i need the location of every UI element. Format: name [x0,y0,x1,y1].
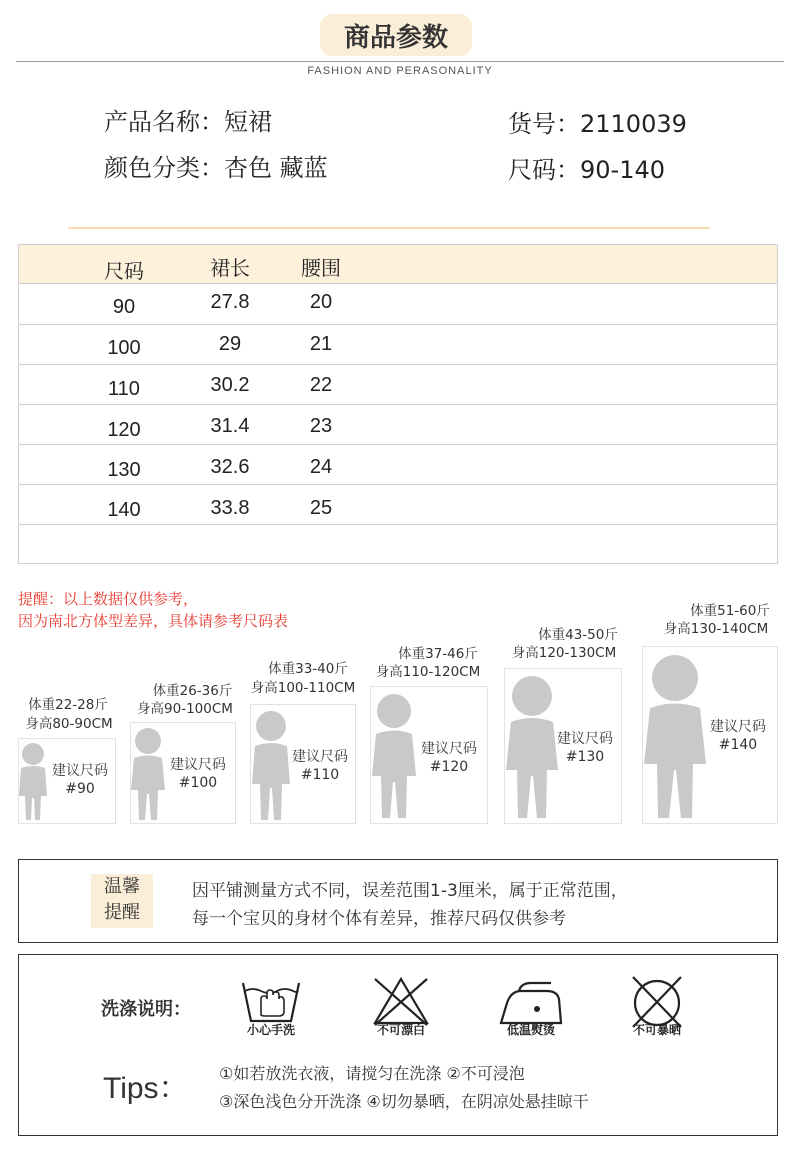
figure-height: 身高100-110CM [250,680,356,696]
child-silhouette-icon [16,740,50,824]
table-cell: 32.6 [210,456,250,478]
table-cell: 22 [309,374,333,396]
warm-reminder-tag-line-2: 提醒 [104,902,140,923]
page-subtitle: FASHION AND PERASONALITY [307,65,493,77]
warm-reminder-box [18,859,778,943]
washing-label: 洗涤说明： [101,999,191,1020]
figure-weight: 体重26-36斤 [152,683,233,699]
table-cell: 110 [108,378,140,400]
figure-suggest-label: 建议尺码 [170,757,226,773]
hand-wash-caption: 小心手洗 [246,1023,295,1037]
figure-suggested-size: #110 [300,767,340,783]
low-iron-caption: 低温熨烫 [506,1023,555,1037]
table-cell: 29 [218,333,242,355]
washing-instructions-box [18,954,778,1136]
figure-suggested-size: #140 [718,737,758,753]
table-cell: 140 [107,499,141,521]
figure-suggest-label: 建议尺码 [421,741,477,757]
table-cell: 130 [107,459,141,481]
no-sun-caption: 不可暴晒 [632,1023,681,1037]
figure-suggested-size: #90 [65,781,95,797]
warm-reminder-text-1: 因平铺测量方式不同，误差范围1-3厘米，属于正常范围， [192,881,628,901]
figure-weight: 体重37-46斤 [398,646,478,662]
table-cell: 33.8 [210,497,250,519]
table-cell: 21 [309,333,333,355]
figure-weight: 体重43-50斤 [538,627,618,643]
table-cell: 25 [309,497,333,519]
figure-height: 身高110-120CM [375,664,481,680]
product-name: 产品名称：短裙 [104,108,272,136]
figure-height: 身高80-90CM [25,716,113,732]
table-cell: 100 [107,337,141,359]
child-silhouette-icon [640,648,710,822]
figure-suggested-size: #120 [429,759,469,775]
no-bleach-caption: 不可漂白 [376,1023,425,1037]
warm-reminder-tag [91,874,153,928]
figure-weight: 体重51-60斤 [690,603,770,619]
tips-title: Tips： [103,1072,189,1105]
table-cell: 20 [309,291,333,313]
figure-suggest-label: 建议尺码 [292,749,348,765]
figure-weight: 体重22-28斤 [28,697,108,713]
table-cell: 23 [309,415,333,437]
child-silhouette-icon [128,724,168,824]
figure-height: 身高90-100CM [137,701,233,717]
figure-weight: 体重33-40斤 [268,661,348,677]
figure-suggest-label: 建议尺码 [52,763,108,779]
table-cell: 90 [112,296,136,318]
product-item-number: 货号：2110039 [508,110,687,138]
figure-suggested-size: #100 [178,775,218,791]
figure-suggest-label: 建议尺码 [557,731,613,747]
warm-reminder-text-2: 每一个宝贝的身材个体有差异，推荐尺码仅供参考 [192,909,566,929]
warm-reminder-tag-line-1: 温馨 [104,876,140,897]
product-size-range: 尺码：90-140 [508,156,666,184]
page-title: 商品参数 [320,14,472,56]
table-cell: 30.2 [210,374,250,396]
child-silhouette-icon [368,688,420,822]
column-header-skirt-length: 裙长 [210,258,250,280]
table-cell: 31.4 [210,415,250,437]
figure-suggest-label: 建议尺码 [710,719,766,735]
tips-line-1: ①如若放洗衣液，请搅匀在洗涤 ②不可浸泡 [219,1064,525,1083]
figure-height: 身高130-140CM [663,621,769,637]
reminder-line-1: 提醒：以上数据仅供参考， [18,590,199,608]
column-header-size: 尺码 [104,261,144,283]
table-cell: 120 [107,419,141,441]
table-cell: 24 [309,456,333,478]
table-cell: 27.8 [210,291,250,313]
reminder-line-2: 因为南北方体型差异，具体请参考尺码表 [18,612,289,630]
figure-height: 身高120-130CM [511,645,617,661]
tips-line-2: ③深色浅色分开洗涤 ④切勿暴晒，在阴凉处悬挂晾干 [219,1092,589,1111]
product-colors: 颜色分类：杏色 藏蓝 [104,154,328,182]
column-header-waist: 腰围 [301,258,341,280]
figure-suggested-size: #130 [565,749,605,765]
